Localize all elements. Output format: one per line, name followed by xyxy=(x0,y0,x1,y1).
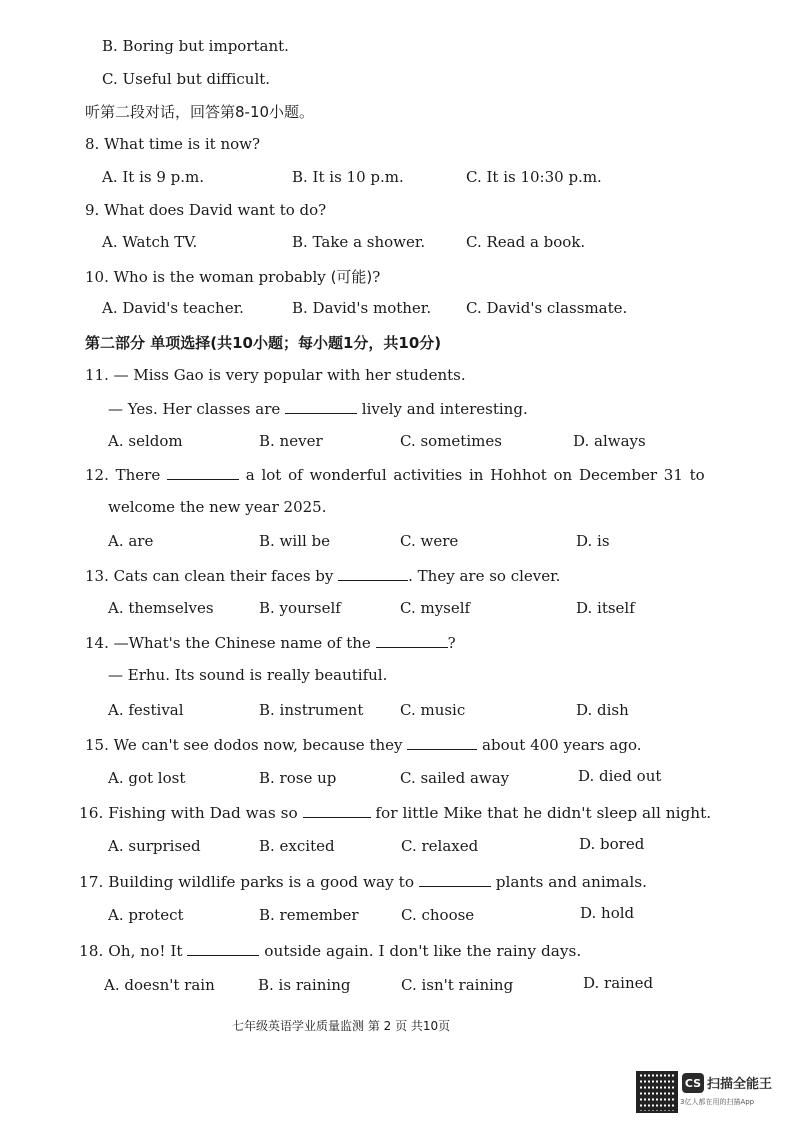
question-8: 8. What time is it now? xyxy=(85,135,261,153)
q12-option-c: C. were xyxy=(400,532,459,550)
q17-option-d: D. hold xyxy=(580,904,635,922)
q16-option-d: D. bored xyxy=(579,835,645,853)
q9-option-a: A. Watch TV. xyxy=(102,233,198,251)
q11-reply-end: lively and interesting. xyxy=(357,400,528,418)
question-11: 11. — Miss Gao is very popular with her students. xyxy=(85,366,466,384)
q12-option-d: D. is xyxy=(576,532,610,550)
q11-option-c: C. sometimes xyxy=(400,432,502,450)
question-17 xyxy=(79,872,647,891)
question-9: 9. What does David want to do? xyxy=(85,201,327,219)
q15-option-b: B. rose up xyxy=(259,769,337,787)
q18-option-d: D. rained xyxy=(583,974,654,992)
q18-option-a: A. doesn't rain xyxy=(104,976,215,994)
q13-option-d: D. itself xyxy=(576,599,635,617)
camscanner-logo-icon: CS xyxy=(682,1073,704,1093)
question-16 xyxy=(79,803,711,822)
q13-option-c: C. myself xyxy=(400,599,471,617)
q13-stem-end: . They are so clever. xyxy=(408,567,561,585)
q14-option-c: C. music xyxy=(400,701,466,719)
q10-stem-cjk: (可能) xyxy=(330,268,373,286)
option-c-q7: C. Useful but difficult. xyxy=(102,70,271,88)
q17-option-b: B. remember xyxy=(259,906,359,924)
question-15 xyxy=(85,735,641,754)
q18-option-c: C. isn't raining xyxy=(401,976,514,994)
q9-option-c: C. Read a book. xyxy=(466,233,586,251)
q13-blank xyxy=(338,566,408,581)
q8-option-a: A. It is 9 p.m. xyxy=(102,168,205,186)
question-12-cont: welcome the new year 2025. xyxy=(108,498,327,516)
q16-option-c: C. relaxed xyxy=(401,837,479,855)
q17-stem-start: 17. Building wildlife parks is a good way to xyxy=(79,873,419,891)
q16-blank xyxy=(303,803,371,818)
q16-option-b: B. excited xyxy=(259,837,335,855)
q14-option-d: D. dish xyxy=(576,701,629,719)
q12-stem-start: 12. There xyxy=(85,466,167,484)
q18-stem-start: 18. Oh, no! It xyxy=(79,942,188,960)
camscanner-subtitle: 3亿人都在用的扫描App xyxy=(680,1098,755,1106)
q18-stem-end: outside again. I don't like the rainy days. xyxy=(259,942,582,960)
q10-option-a: A. David's teacher. xyxy=(102,299,244,317)
q15-stem-end: about 400 years ago. xyxy=(477,736,642,754)
q14-stem-start: 14. —What's the Chinese name of the xyxy=(85,634,376,652)
q11-blank xyxy=(285,399,357,414)
question-18 xyxy=(79,941,581,960)
q14-stem-end: ? xyxy=(447,634,456,652)
q16-option-a: A. surprised xyxy=(108,837,201,855)
q12-option-b: B. will be xyxy=(259,532,331,550)
q14-option-a: A. festival xyxy=(108,701,184,719)
q8-option-b: B. It is 10 p.m. xyxy=(292,168,404,186)
q11-option-a: A. seldom xyxy=(108,432,183,450)
q12-blank xyxy=(167,465,239,480)
q17-option-a: A. protect xyxy=(108,906,184,924)
q13-option-a: A. themselves xyxy=(108,599,214,617)
option-b-q7: B. Boring but important. xyxy=(102,37,289,55)
section-intro: 听第二段对话，回答第8-10小题。 xyxy=(85,103,315,121)
page-footer: 七年级英语学业质量监测 第 2 页 共10页 xyxy=(232,1019,451,1033)
q17-blank xyxy=(419,872,491,887)
question-10 xyxy=(85,266,380,287)
part2-heading: 第二部分 单项选择(共10小题；每小题1分，共10分) xyxy=(85,334,442,352)
q15-option-d: D. died out xyxy=(578,767,662,785)
question-11-reply xyxy=(108,399,528,418)
q15-stem-start: 15. We can't see dodos now, because they xyxy=(85,736,408,754)
q10-option-b: B. David's mother. xyxy=(292,299,432,317)
q10-stem-text: 10. Who is the woman probably xyxy=(85,268,331,286)
q17-stem-end: plants and animals. xyxy=(490,873,647,891)
question-14 xyxy=(85,633,456,652)
q14-blank xyxy=(376,633,448,648)
q18-blank xyxy=(187,941,259,956)
q13-stem-start: 13. Cats can clean their faces by xyxy=(85,567,339,585)
q11-option-b: B. never xyxy=(259,432,323,450)
q14-option-b: B. instrument xyxy=(259,701,364,719)
q10-stem-end: ? xyxy=(372,268,381,286)
q15-blank xyxy=(407,735,477,750)
q16-stem-end: for little Mike that he didn't sleep all night. xyxy=(370,804,712,822)
q17-option-c: C. choose xyxy=(401,906,475,924)
q12-stem-end: a lot of wonderful activities in Hohhot on December 31 to xyxy=(238,466,705,484)
qr-code-icon xyxy=(636,1071,678,1113)
q9-option-b: B. Take a shower. xyxy=(292,233,426,251)
q16-stem-start: 16. Fishing with Dad was so xyxy=(79,804,303,822)
q18-option-b: B. is raining xyxy=(258,976,351,994)
question-14-reply: — Erhu. Its sound is really beautiful. xyxy=(108,666,388,684)
q11-option-d: D. always xyxy=(573,432,646,450)
q15-option-a: A. got lost xyxy=(108,769,186,787)
camscanner-title: 扫描全能王 xyxy=(707,1077,773,1092)
q11-reply-start: — Yes. Her classes are xyxy=(108,400,286,418)
question-13 xyxy=(85,566,560,585)
q15-option-c: C. sailed away xyxy=(400,769,510,787)
q10-option-c: C. David's classmate. xyxy=(466,299,628,317)
question-12 xyxy=(85,465,705,484)
q12-option-a: A. are xyxy=(108,532,154,550)
q8-option-c: C. It is 10:30 p.m. xyxy=(466,168,602,186)
q13-option-b: B. yourself xyxy=(259,599,341,617)
